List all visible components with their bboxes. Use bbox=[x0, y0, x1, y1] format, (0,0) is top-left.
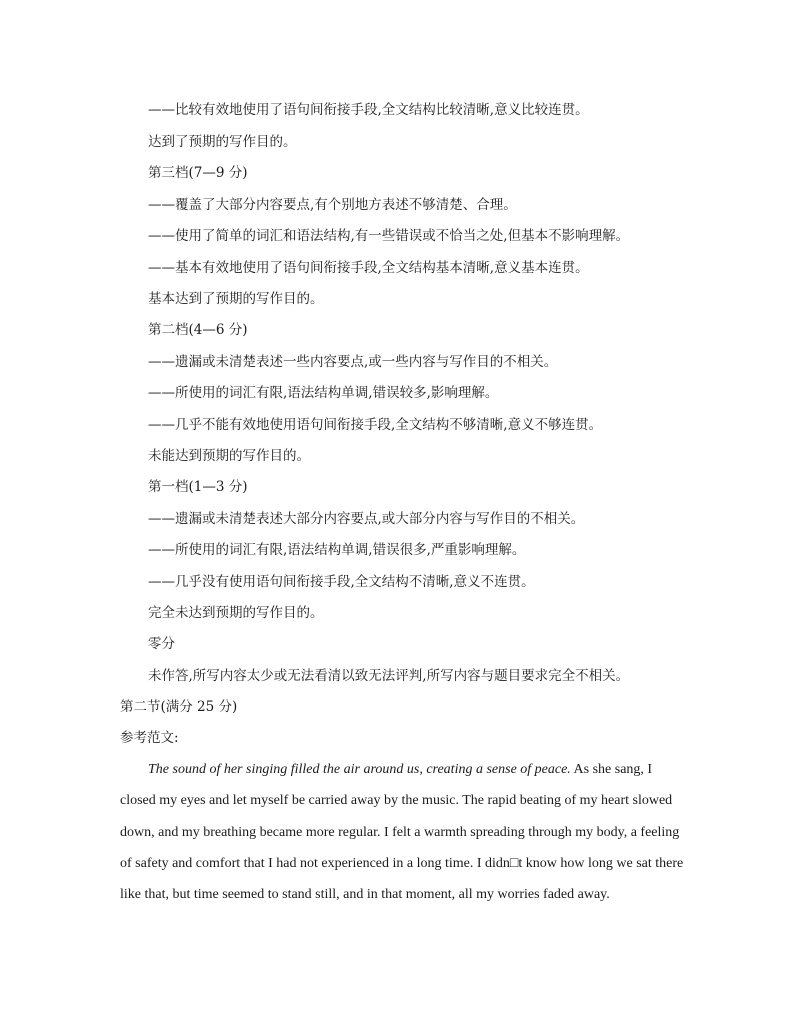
section-heading: 第二节(满分 25 分) bbox=[120, 699, 238, 715]
essay-line-3: down, and my breathing became more regular. I felt a warmth spreading through my body, a feeling bbox=[120, 825, 680, 840]
essay-line-2: closed my eyes and let myself be carried away by the music. The rapid beating of my heart slowed bbox=[120, 793, 673, 808]
criterion-line: ——比较有效地使用了语句间衔接手段,全文结构比较清晰,意义比较连贯。 bbox=[148, 102, 589, 118]
band-heading: 第三档(7—9 分) bbox=[148, 165, 248, 181]
criterion-line: ——覆盖了大部分内容要点,有个别地方表述不够清楚、合理。 bbox=[148, 197, 517, 213]
criterion-line: 未能达到预期的写作目的。 bbox=[148, 448, 310, 464]
criterion-line: ——遗漏或未清楚表述大部分内容要点,或大部分内容与写作目的不相关。 bbox=[148, 511, 585, 527]
criterion-line: ——基本有效地使用了语句间衔接手段,全文结构基本清晰,意义基本连贯。 bbox=[148, 260, 589, 276]
criterion-line: 基本达到了预期的写作目的。 bbox=[148, 291, 324, 307]
essay-line-1-rest: As she sang, I bbox=[570, 762, 653, 777]
essay-line-5: like that, but time seemed to stand still, and in that moment, all my worries faded away. bbox=[120, 887, 610, 902]
band-heading: 零分 bbox=[148, 636, 175, 652]
essay-italic-lead: The sound of her singing filled the air around us, creating a sense of peace. bbox=[148, 762, 571, 777]
criterion-line: 完全未达到预期的写作目的。 bbox=[148, 605, 324, 621]
band-heading: 第二档(4—6 分) bbox=[148, 322, 248, 338]
criterion-line: 达到了预期的写作目的。 bbox=[148, 134, 297, 150]
band-heading: 第一档(1—3 分) bbox=[148, 479, 248, 495]
criterion-line: ——所使用的词汇有限,语法结构单调,错误很多,严重影响理解。 bbox=[148, 542, 526, 558]
criterion-line: 未作答,所写内容太少或无法看清以致无法评判,所写内容与题目要求完全不相关。 bbox=[148, 668, 630, 684]
criterion-line: ——几乎不能有效地使用语句间衔接手段,全文结构不够清晰,意义不够连贯。 bbox=[148, 417, 603, 433]
criterion-line: ——几乎没有使用语句间衔接手段,全文结构不清晰,意义不连贯。 bbox=[148, 574, 535, 590]
essay-line-4: of safety and comfort that I had not experienced in a long time. I didn□t know how long we sat there bbox=[120, 856, 684, 871]
criterion-line: ——所使用的词汇有限,语法结构单调,错误较多,影响理解。 bbox=[148, 385, 499, 401]
reference-label: 参考范文: bbox=[120, 730, 179, 746]
criterion-line: ——使用了简单的词汇和语法结构,有一些错误或不恰当之处,但基本不影响理解。 bbox=[148, 228, 630, 244]
essay-line-1 bbox=[148, 761, 652, 779]
criterion-line: ——遗漏或未清楚表述一些内容要点,或一些内容与写作目的不相关。 bbox=[148, 354, 558, 370]
